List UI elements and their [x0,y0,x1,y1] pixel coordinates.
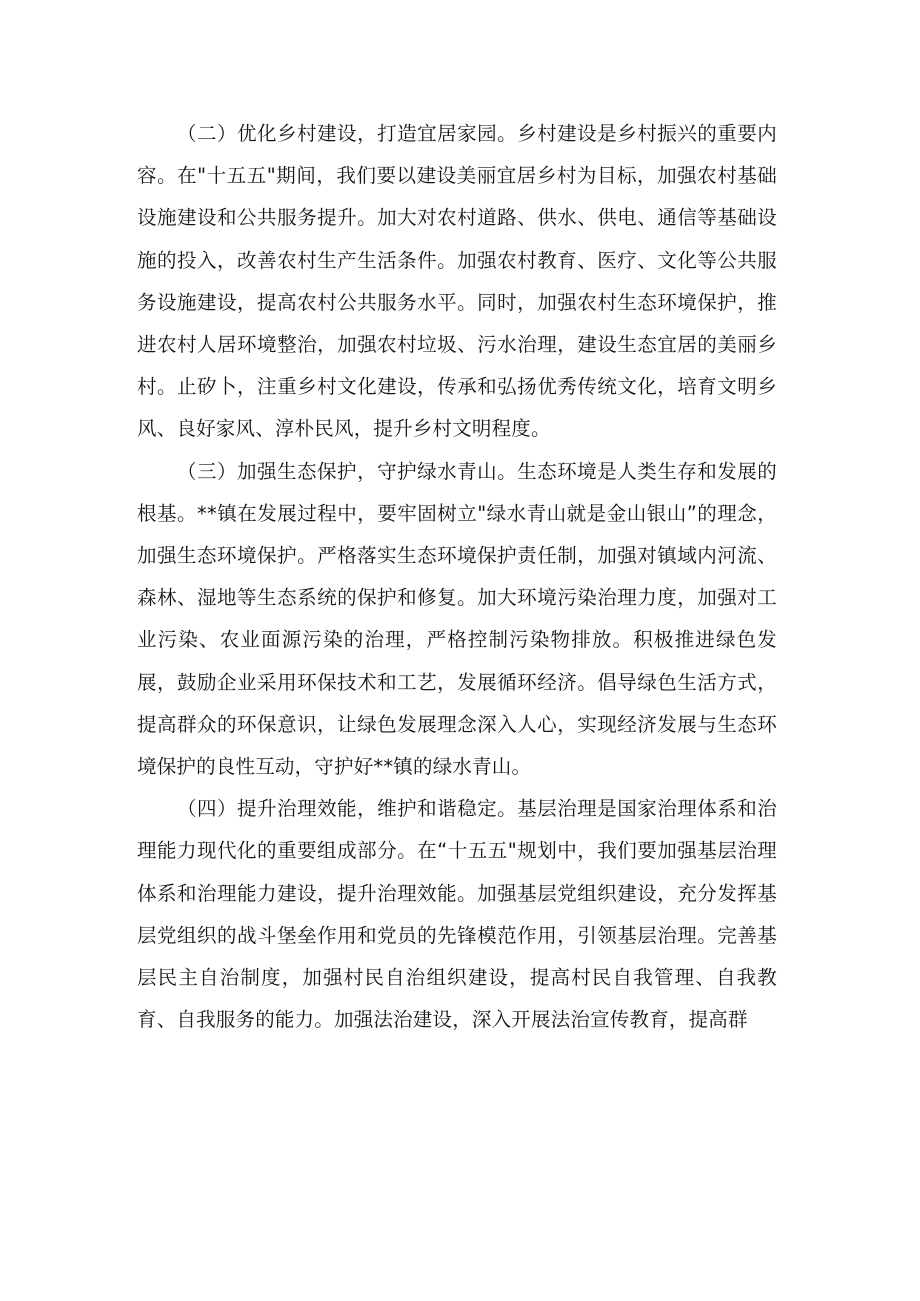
paragraph-ecological-protection: （三）加强生态保护，守护绿水青山。生态环境是人类生存和发展的根基。**镇在发展过程中，要牢固树立"绿水青山就是金山银山”的理念，加强生态环境保护。严格落实生态环境保护责任制，加强对镇域内河流、森林、湿地等生态系统的保护和修复。加大环境污染治理力度，加强对工业污染、农业面源污染的治理，严格控制污染物排放。积极推进绿色发展，鼓励企业采用环保技术和工艺，发展循环经济。倡导绿色生活方式，提高群众的环保意识，让绿色发展理念深入人心，实现经济发展与生态环境保护的良性互动，守护好**镇的绿水青山。 [137,459,777,779]
paragraph-rural-construction: （二）优化乡村建设，打造宜居家园。乡村建设是乡村振兴的重要内容。在"十五五"期间，我们要以建设美丽宜居乡村为目标，加强农村基础设施建设和公共服务提升。加大对农村道路、供水、供电、通信等基础设施的投入，改善农村生产生活条件。加强农村教育、医疗、文化等公共服务设施建设，提高农村公共服务水平。同时，加强农村生态环境保护，推进农村人居环境整治，加强农村垃圾、污水治理，建设生态宜居的美丽乡村。止矽卜，注重乡村文化建设，传承和弘扬优秀传统文化，培育文明乡风、良好家风、淳朴民风，提升乡村文明程度。 [137,122,777,441]
paragraph-governance-efficiency: （四）提升治理效能，维护和谐稳定。基层治理是国家治理体系和治理能力现代化的重要组成部分。在“十五五"规划中，我们要加强基层治理体系和治理能力建设，提升治理效能。加强基层党组织建设，充分发挥基层党组织的战斗堡垒作用和党员的先锋模范作用，引领基层治理。完善基层民主自治制度，加强村民自治组织建设，提高村民自我管理、自我教育、自我服务的能力。加强法治建设，深入开展法治宣传教育，提高群 [137,797,777,1032]
document-body [137,113,777,1041]
